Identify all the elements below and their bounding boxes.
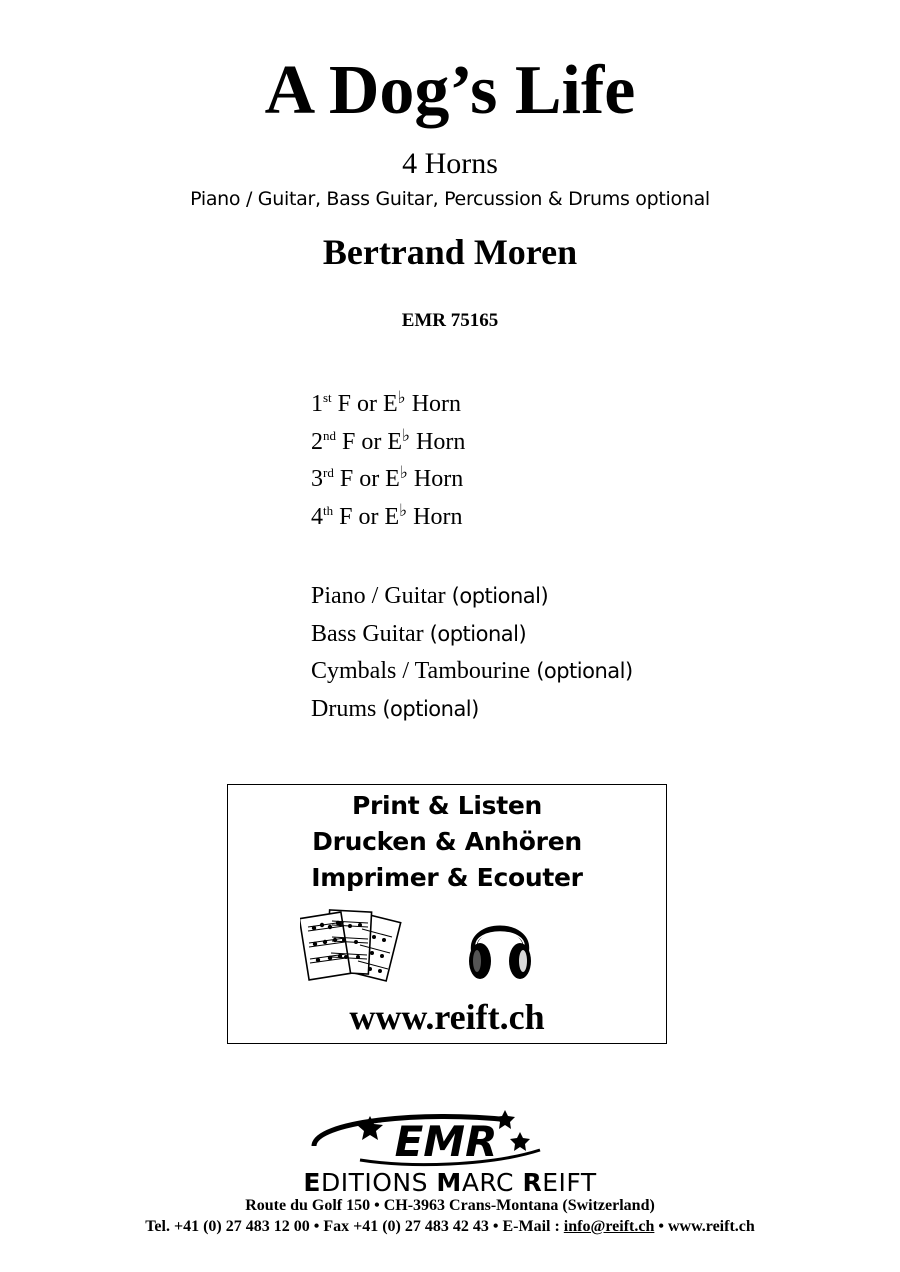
logo-text: EMR [394,1117,498,1166]
promo-line-english: Print & Listen [351,791,543,820]
publisher-name: EDITIONS MARC REIFT [303,1168,597,1197]
publisher-contact: Tel. +41 (0) 27 483 12 00 • Fax +41 (0) 27 483 42 43 • E-Mail : info@reift.ch • www.reift.ch [145,1218,755,1235]
optional-parts-list [311,578,633,729]
flat-symbol: ♭ [399,463,408,484]
optional-part-item: Piano / Guitar (optional) [311,583,549,609]
optional-part-item: Bass Guitar (optional) [311,620,527,647]
flat-symbol: ♭ [402,425,411,446]
score-title: A Dog’s Life [264,52,636,129]
flat-symbol: ♭ [399,501,408,522]
emr-logo [300,1106,600,1170]
promo-line-french: Imprimer & Ecouter [311,863,583,892]
ensemble-subtitle: 4 Horns [402,147,498,180]
catalog-number: EMR 75165 [401,310,499,331]
headphones-icon [464,907,536,983]
horn-parts-list [311,386,465,537]
promo-line-german: Drucken & Anhören [312,827,582,856]
optional-part-item: Drums (optional) [311,696,479,723]
sheet-music-icon [300,907,412,993]
print-listen-box [227,784,667,1044]
instrumentation-line: Piano / Guitar, Bass Guitar, Percussion & Drums optional [190,188,710,210]
flat-symbol: ♭ [397,388,406,408]
composer-name: Bertrand Moren [322,232,578,272]
optional-part-item: Cymbals / Tambourine (optional) [311,658,633,685]
email-link[interactable]: info@reift.ch [563,1218,655,1235]
part-item: 4th F or E♭ Horn [311,501,463,531]
publisher-address: Route du Golf 150 • CH-3963 Crans-Montana (Switzerland) [245,1197,655,1214]
part-item: 3rd F or E♭ Horn [311,463,464,493]
part-item: 1st F or E♭ Horn [311,388,462,417]
promo-website: www.reift.ch [349,997,545,1037]
part-item: 2nd F or E♭ Horn [311,425,466,455]
